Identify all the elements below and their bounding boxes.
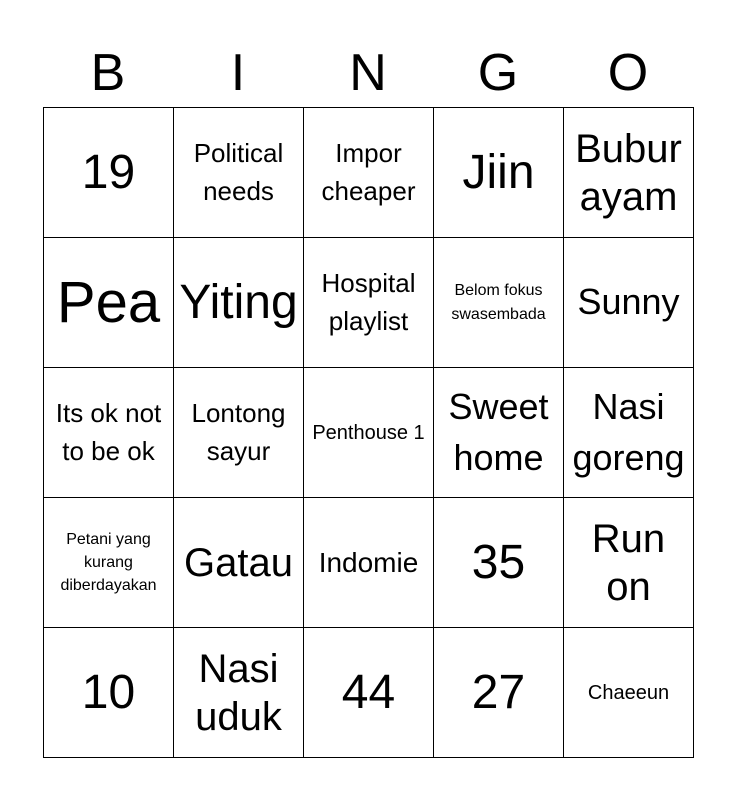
bingo-cell[interactable]: Its ok not to be ok (44, 368, 174, 498)
bingo-cell[interactable]: Lontong sayur (174, 368, 304, 498)
bingo-header (43, 40, 693, 106)
bingo-cell[interactable]: Nasi goreng (564, 368, 694, 498)
bingo-cell[interactable]: 27 (434, 628, 564, 758)
bingo-cell[interactable]: Hospital playlist (304, 238, 434, 368)
bingo-cell[interactable]: Sweet home (434, 368, 564, 498)
header-letter-o: O (607, 44, 649, 102)
bingo-cell[interactable]: Sunny (564, 238, 694, 368)
bingo-cell[interactable]: 10 (44, 628, 174, 758)
bingo-cell[interactable]: Chaeeun (564, 628, 694, 758)
bingo-card (43, 107, 694, 758)
bingo-cell[interactable]: Bubur ayam (564, 108, 694, 238)
bingo-cell[interactable]: Penthouse 1 (304, 368, 434, 498)
bingo-cell[interactable]: Jiin (434, 108, 564, 238)
bingo-cell[interactable]: Political needs (174, 108, 304, 238)
bingo-cell[interactable]: Petani yang kurang diberdayakan (44, 498, 174, 628)
header-letter-i: I (230, 44, 246, 102)
bingo-cell[interactable]: Belom fokus swasembada (434, 238, 564, 368)
bingo-cell[interactable]: 35 (434, 498, 564, 628)
bingo-cell[interactable]: Nasi uduk (174, 628, 304, 758)
header-letter-b: B (90, 44, 126, 102)
header-letter-n: N (349, 44, 387, 102)
bingo-cell[interactable]: 44 (304, 628, 434, 758)
bingo-cell[interactable]: Gatau (174, 498, 304, 628)
bingo-cell[interactable]: Impor cheaper (304, 108, 434, 238)
bingo-cell[interactable]: Indomie (304, 498, 434, 628)
bingo-cell[interactable]: Yiting (174, 238, 304, 368)
bingo-cell[interactable]: 19 (44, 108, 174, 238)
bingo-cell[interactable]: Run on (564, 498, 694, 628)
bingo-cell[interactable]: Pea (44, 238, 174, 368)
header-letter-g: G (477, 44, 519, 102)
